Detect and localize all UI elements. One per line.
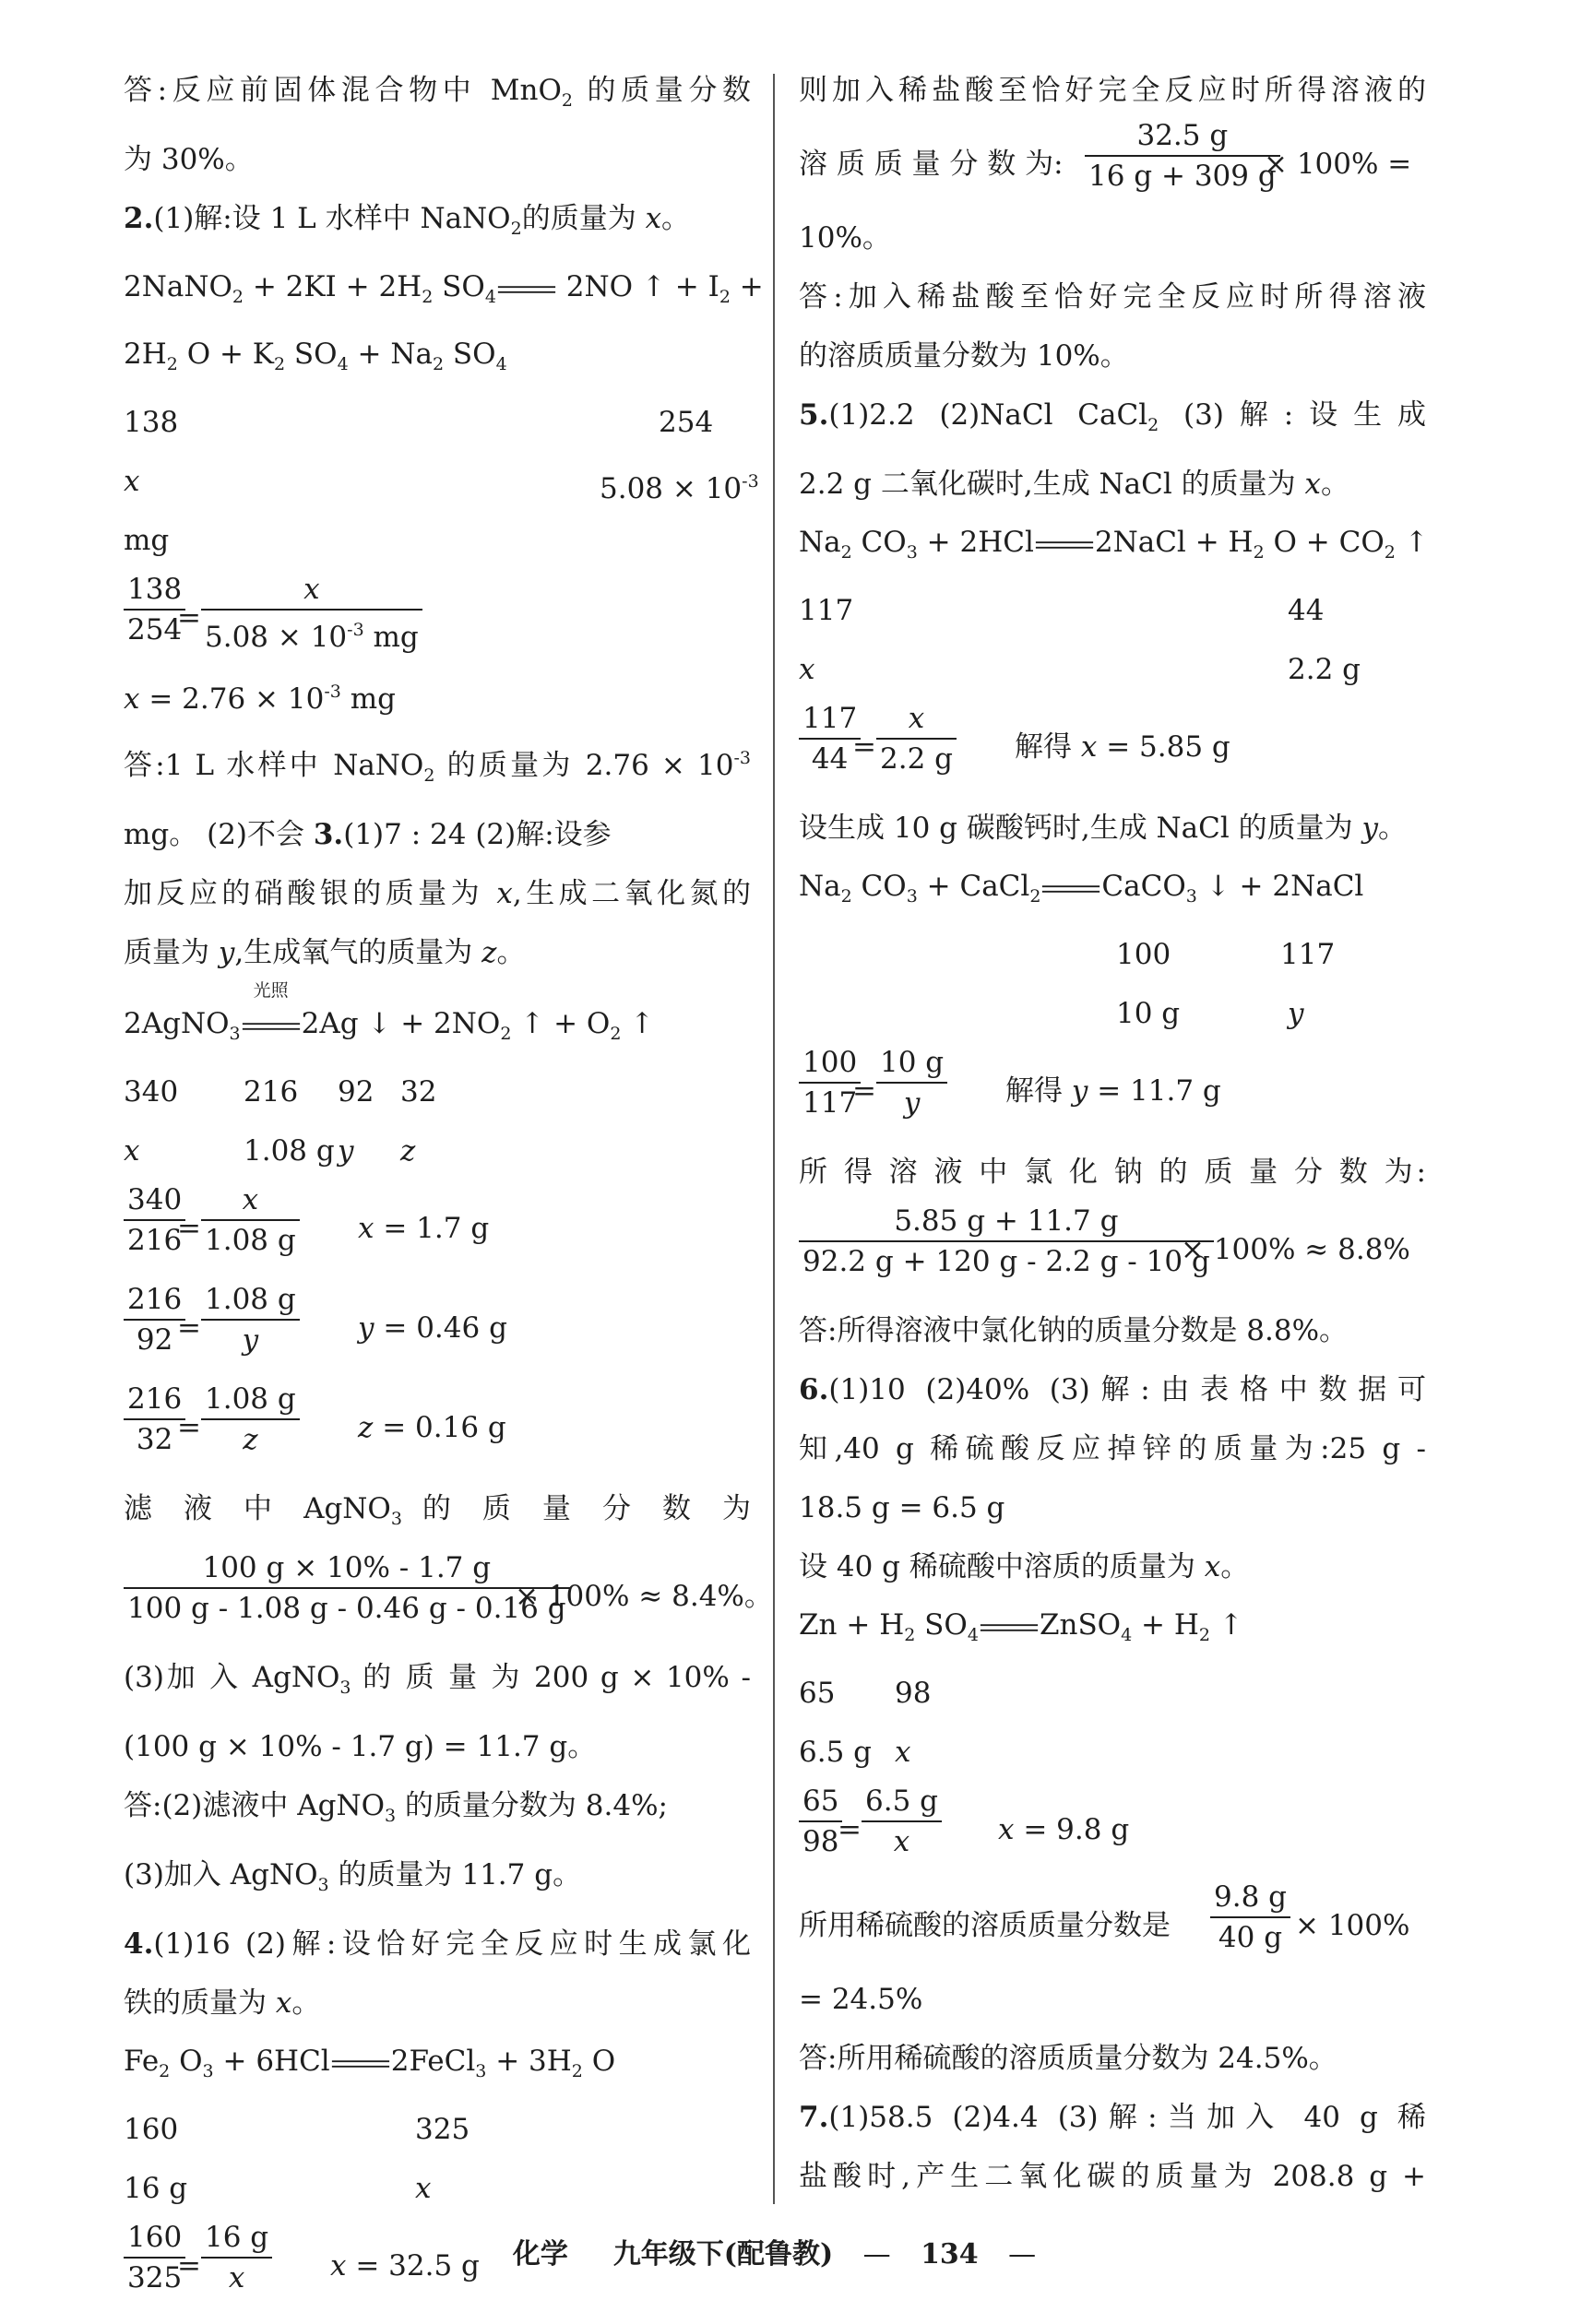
footer-dash: — [1008, 2238, 1037, 2271]
ratio-row: x 1.08 g y z [124, 1134, 416, 1168]
ratio-row: 138 254 [124, 406, 714, 439]
problem-6-text: 设 40 g 稀硫酸中溶质的质量为 x。 [799, 1550, 1250, 1583]
mass-fraction-formula: 溶 质 质 量 分 数 为: $\frac{32.5 g}{16 g + 309 g}$ × 100% = [799, 120, 1426, 208]
ratio-row: 100 117 [1116, 938, 1336, 971]
text-line: = 24.5% [799, 1983, 923, 2016]
problem-6-text: 知,40 g 稀硫酸反应掉锌的质量为:25 g - [799, 1432, 1426, 1465]
ratio-row: 117 44 [799, 594, 1325, 627]
equals-arrow-icon [496, 283, 557, 296]
problem-4: 4.(1)16 (2)解:设恰好完全反应时生成氯化 [124, 1927, 751, 1961]
problem-2: 2.(1)解:设 1 L 水样中 NaNO$_2$的质量为 x。 [124, 202, 691, 239]
footer-dash: — [862, 2238, 891, 2271]
ratio-row: 10 g y [1116, 997, 1304, 1030]
page-footer [0, 2234, 1569, 2276]
problem-6: 6.(1)10 (2)40% (3)解:由表格中数据可 [799, 1373, 1426, 1406]
ratio-row: 6.5 g x [799, 1736, 911, 1769]
ratio-row: 65 98 [799, 1677, 932, 1710]
proportion: $\frac{160}{325}$ = $\frac{16 g}{x}$ x = 32.5 g [124, 2218, 751, 2318]
problem-3-text: 质量为 y,生成氧气的质量为 z。 [124, 936, 526, 969]
proportion: $\frac{138}{254}$ = $\frac{x}{5.08 \times 10^{-3} mg}$ [124, 570, 751, 662]
problem-3-text: 加反应的硝酸银的质量为 x,生成二氧化氮的 [124, 877, 752, 910]
text-line: 10%。 [799, 221, 891, 255]
answer-line: 答:反应前固体混合物中 MnO$_2$ 的质量分数 [124, 74, 751, 111]
answer-line: 答:1 L 水样中 NaNO$_2$ 的质量为 $2.76 \times 10^{-3}$ [124, 748, 751, 786]
chemical-equation: 2NaNO$_2$ + $2KI + 2H_2$ $SO_4$ 2NO ↑ + $I_2$ + [124, 270, 764, 307]
problem-7: 7.(1)58.5 (2)4.4 (3)解:当加入 40 g 稀 [799, 2101, 1426, 2134]
chemical-equation: $2H_2$ $O + K_2$ $SO_4 + Na_2$ $SO_4$ [124, 338, 507, 374]
chemical-equation: $Fe_2$ $O_3 + 6HCl$ 2FeCl$_3$ + $3H_2$ O [124, 2045, 616, 2081]
ratio-row: x $5.08 \times 10^{-3}$ [124, 465, 759, 505]
ratio-row: 16 g x [124, 2172, 432, 2205]
text-line: (3)加 入 AgNO$_3$ 的 质 量 为 200 g × 10% - [124, 1661, 751, 1698]
ratio-row: x 2.2 g [799, 653, 1361, 686]
problem-5-text: 2.2 g 二氧化碳时,生成 NaCl 的质量为 x。 [799, 468, 1349, 501]
right-column [799, 61, 1429, 2206]
ratio-row: 340 216 92 32 [124, 1075, 437, 1109]
text-line: 则加入稀盐酸至恰好完全反应时所得溶液的 [799, 74, 1426, 107]
answer-line: 答:加入稀盐酸至恰好完全反应时所得溶液 [799, 280, 1426, 314]
text-line: 滤 液 中 AgNO$_3$ 的 质 量 分 数 为 [124, 1492, 751, 1529]
equals-arrow-icon [1040, 883, 1101, 895]
ratio-row: 160 325 [124, 2113, 470, 2146]
ratio-row: mg [124, 524, 170, 557]
mass-fraction-formula: 所用稀硫酸的溶质质量分数是 $\frac{9.8 g}{40 g}$ × 100% [799, 1881, 1426, 1970]
text-line: (100 g × 10% - 1.7 g) = 11.7 g。 [124, 1730, 597, 1763]
problem-7-text: 盐酸时,产生二氧化碳的质量为 208.8 g + [799, 2160, 1426, 2193]
problem-4-text: 铁的质量为 x。 [124, 1986, 321, 2020]
text-line: 所 得 溶 液 中 氯 化 钠 的 质 量 分 数 为: [799, 1156, 1426, 1189]
proportion: $\frac{117}{44}$ = $\frac{x}{2.2 g}$ 解得 x = 5.85 g [799, 699, 1426, 799]
reaction-condition: 光照 [253, 980, 289, 1001]
chemical-equation: $Zn + H_2$ $SO_4$ ZnSO$_4$ + $H_2$ ↑ [799, 1608, 1243, 1645]
problem-3: mg。 (2)不会 3.(1)7 : 24 (2)解:设参 [124, 818, 612, 851]
text-line: 设生成 10 g 碳酸钙时,生成 NaCl 的质量为 y。 [799, 812, 1408, 845]
problem-5: 5.(1)2.2 (2)NaCl CaCl$_2$ (3)解:设生成 [799, 398, 1426, 435]
equals-arrow-icon [979, 1621, 1040, 1634]
answer-line: 答:所用稀硫酸的溶质质量分数为 24.5%。 [799, 2042, 1337, 2075]
result-line: $x = 2.76 \times 10^{-3}$ mg [124, 682, 396, 716]
answer-line: 答:所得溶液中氯化钠的质量分数是 8.8%。 [799, 1314, 1349, 1347]
mass-fraction-formula: $\frac{5.85 g + 11.7 g}{92.2 g + 120 g - 2.2 g - 10 g}$ × 100% ≈ 8.8% [799, 1202, 1426, 1301]
proportion: $\frac{340}{216}$ = $\frac{x}{1.08 g}$ x = 1.7 g [124, 1180, 751, 1280]
answer-line: 的溶质质量分数为 10%。 [799, 339, 1129, 373]
proportion: $\frac{216}{92}$ = $\frac{1.08 g}{y}$ y = 0.46 g [124, 1280, 751, 1380]
answer-line: 答:(2)滤液中 AgNO$_3$ 的质量分数为 8.4%; [124, 1789, 668, 1826]
footer-subject: 化学 [512, 2238, 568, 2271]
equals-arrow-icon [1034, 539, 1095, 551]
proportion: $\frac{65}{98}$ = $\frac{6.5 g}{x}$ x = 9.8 g [799, 1782, 1426, 1881]
column-divider [773, 74, 775, 2204]
proportion: $\frac{216}{32}$ = $\frac{1.08 g}{z}$ z = 0.16 g [124, 1380, 751, 1479]
mass-fraction-formula: $\frac{100 g \times 10\% - 1.7 g}{100 g - 1.08 g - 0.46 g - 0.16 g}$ × 100% ≈ 8.4%。 [124, 1548, 751, 1648]
answer-line: (3)加入 AgNO$_3$ 的质量为 11.7 g。 [124, 1858, 582, 1895]
chemical-equation: $Na_2$ $CO_3$ + CaCl$_2$ CaCO$_3$ ↓ + 2NaCl [799, 870, 1364, 907]
proportion: $\frac{100}{117}$ = $\frac{10 g}{y}$ 解得 y = 11.7 g [799, 1043, 1426, 1143]
problem-6-text: 18.5 g = 6.5 g [799, 1491, 1005, 1524]
chemical-equation: 2AgNO$_3$ 光照 2Ag ↓ + $2NO_2$ ↑ + $O_2$ ↑ [124, 980, 655, 1044]
left-column [124, 61, 773, 2318]
chemical-equation: $Na_2$ $CO_3 + 2HCl$ 2NaCl + $H_2$ $O + CO_2$ ↑ [799, 526, 1429, 563]
equals-arrow-icon [241, 1020, 302, 1033]
footer-grade: 九年级下(配鲁教) [612, 2238, 834, 2271]
answer-line: 为 30%。 [124, 143, 254, 176]
page-number: 134 [921, 2238, 979, 2271]
equals-arrow-icon [330, 2057, 391, 2070]
